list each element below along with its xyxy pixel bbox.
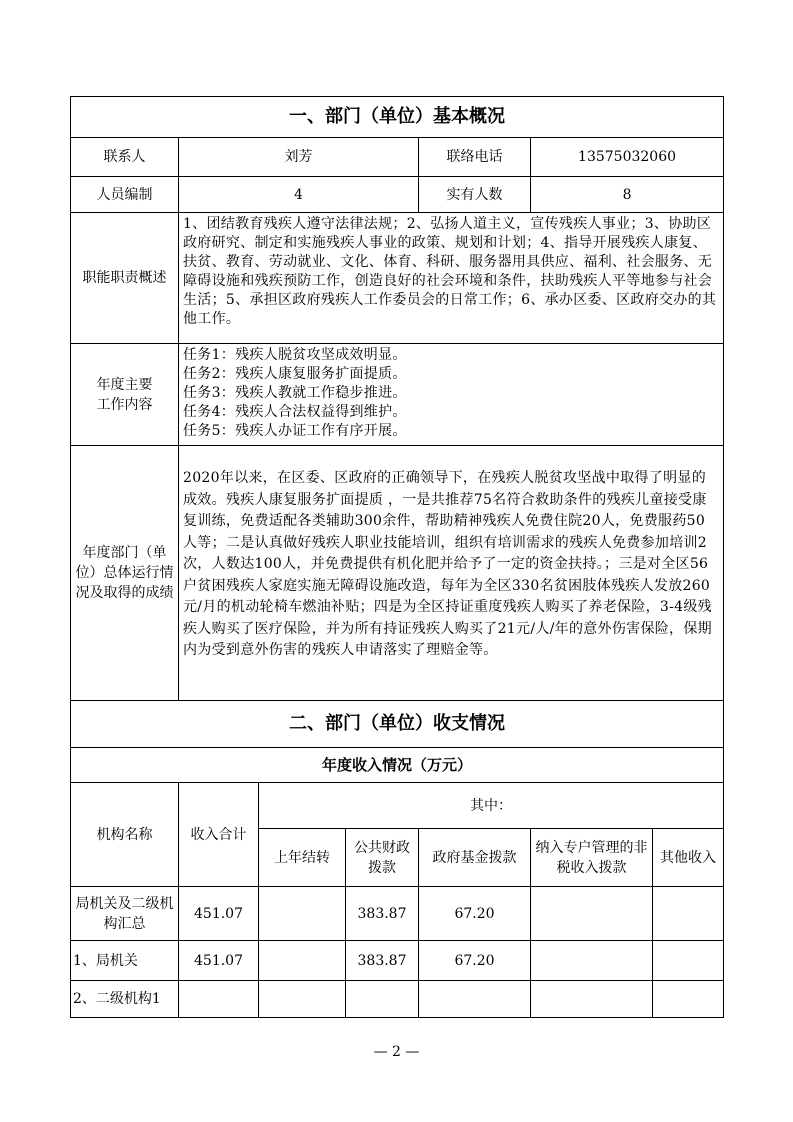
table-row — [71, 887, 724, 941]
duty-text: 1、团结教育残疾人遵守法律法规；2、弘扬人道主义，宣传残疾人事业；3、协助区政府研究、制定和实施残疾人事业的政策、规划和计划；4、指导开展残疾人康复、扶贫、教育、劳动就业、文化、体育、科研、服务器用具供应、福利、社会服务、无障碍设施和残疾预防工作，创造良好的社会环境和条件，扶助残疾人平等地参与社会生活；5、承担区政府残疾人工作委员会的日常工作；6、承办区委、区政府交办的其他工作。 — [179, 213, 724, 344]
header-org: 机构名称 — [71, 783, 179, 887]
other-cell — [653, 981, 724, 1018]
staff-value: 4 — [179, 177, 419, 213]
contact-label: 联系人 — [71, 138, 179, 177]
fund-cell: 67.20 — [419, 941, 531, 981]
header-other: 其他收入 — [653, 829, 724, 887]
header-total: 收入合计 — [179, 783, 259, 887]
task-list — [179, 344, 724, 446]
actual-value: 8 — [531, 177, 724, 213]
total-cell: 451.07 — [179, 941, 259, 981]
public-cell — [346, 981, 419, 1018]
carry-cell — [259, 887, 346, 941]
public-cell: 383.87 — [346, 941, 419, 981]
table-row — [71, 941, 724, 981]
org-cell: 局机关及二级机构汇总 — [71, 887, 179, 941]
staff-label: 人员编制 — [71, 177, 179, 213]
actual-label: 实有人数 — [419, 177, 531, 213]
special-cell — [531, 887, 653, 941]
task-item: 任务1：残疾人脱贫攻坚成效明显。 — [183, 347, 407, 363]
phone-label: 联络电话 — [419, 138, 531, 177]
income-title: 年度收入情况（万元） — [71, 748, 724, 783]
phone-value: 13575032060 — [531, 138, 724, 177]
contact-value: 刘芳 — [179, 138, 419, 177]
special-cell — [531, 941, 653, 981]
special-cell — [531, 981, 653, 1018]
public-cell: 383.87 — [346, 887, 419, 941]
total-cell — [179, 981, 259, 1018]
fund-cell — [419, 981, 531, 1018]
result-text: 2020年以来，在区委、区政府的正确领导下，在残疾人脱贫攻坚战中取得了明显的成效。残疾人康复服务扩面提质 ，一是共推荐75名符合救助条件的残疾儿童接受康复训练，免费适配各类辅助300余件，帮助精神残疾人免费住院20人，免费服药50人等；二是认真做好残疾人职业技能培训，组织有培训需求的残疾人免费参加培训2次，人数达100人，并免费提供有机化肥并给予了一定的资金扶持。；三是对全区56户贫困残疾人家庭实施无障碍设施改造，每年为全区330名贫困肢体残疾人发放260元/月的机动轮椅车燃油补贴；四是为全区持证重度残疾人购买了养老保险，3-4级残疾人购买了医疗保险，并为所有持证残疾人购买了21元/人/年的意外伤害保险，保期内为受到意外伤害的残疾人申请落实了理赔金等。 — [179, 446, 724, 701]
other-cell — [653, 941, 724, 981]
carry-cell — [259, 981, 346, 1018]
header-carry: 上年结转 — [259, 829, 346, 887]
header-of-which: 其中： — [259, 783, 724, 829]
header-public: 公共财政拨款 — [346, 829, 419, 887]
work-label-1: 年度主要 — [96, 376, 153, 393]
task-item: 任务4：残疾人合法权益得到维护。 — [183, 404, 407, 420]
header-fund: 政府基金拨款 — [419, 829, 531, 887]
result-label: 年度部门（单位）总体运行情况及取得的成绩 — [71, 446, 179, 701]
header-special: 纳入专户管理的非税收入拨款 — [531, 829, 653, 887]
duty-label: 职能职责概述 — [71, 213, 179, 344]
org-cell: 1、局机关 — [71, 941, 179, 981]
page-number: — 2 — — [373, 1044, 420, 1060]
task-item: 任务3：残疾人教就工作稳步推进。 — [183, 385, 407, 401]
total-cell: 451.07 — [179, 887, 259, 941]
section2-title: 二、部门（单位）收支情况 — [71, 701, 724, 748]
fund-cell: 67.20 — [419, 887, 531, 941]
carry-cell — [259, 941, 346, 981]
org-cell: 2、二级机构1 — [71, 981, 179, 1018]
work-label-2: 工作内容 — [96, 396, 153, 413]
task-item: 任务5：残疾人办证工作有序开展。 — [183, 423, 407, 439]
task-item: 任务2：残疾人康复服务扩面提质。 — [183, 366, 407, 382]
section1-title: 一、部门（单位）基本概况 — [71, 97, 724, 138]
table-row — [71, 981, 724, 1018]
other-cell — [653, 887, 724, 941]
budget-table — [70, 96, 724, 1018]
work-label — [71, 344, 179, 446]
